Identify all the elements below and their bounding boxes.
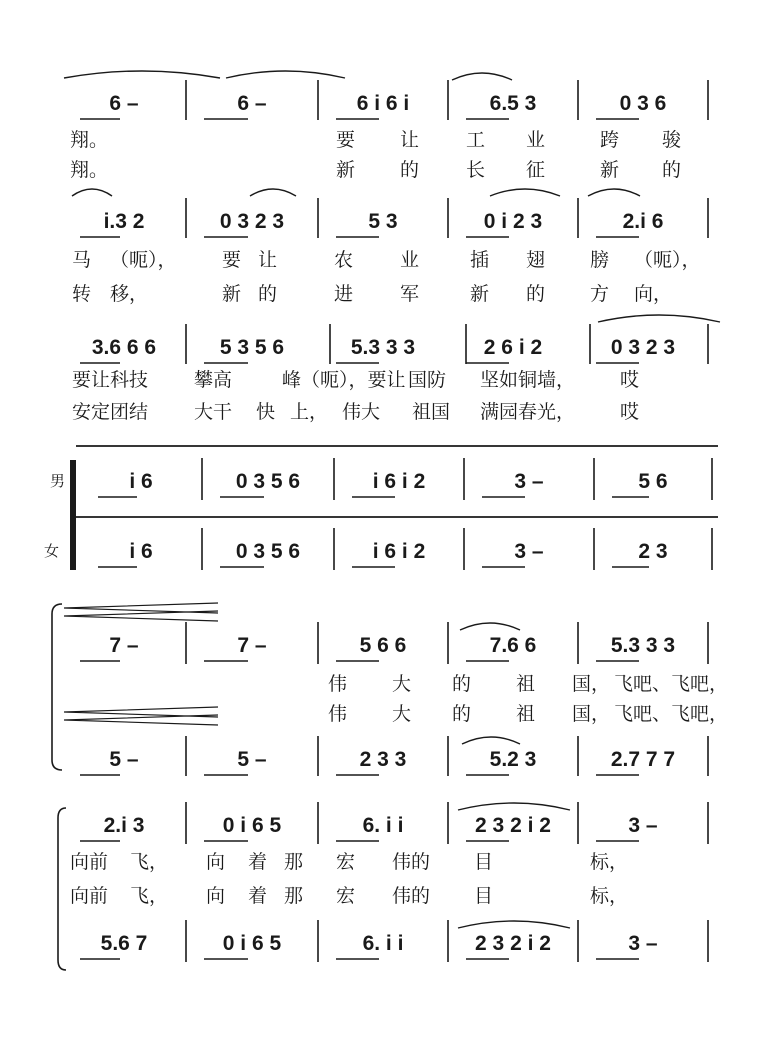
sys1-lyric-1-word-5: 业 <box>526 129 546 151</box>
sys1-lyric-1-word-7: 骏 <box>662 129 682 151</box>
sys6-upper-measure-1: 2.i 3 <box>103 814 145 837</box>
sys1-measure-5: 0 3 6 <box>619 92 667 115</box>
male-part-label: 男 <box>50 472 66 490</box>
sys6-upper-measure-5: 3 – <box>628 814 658 837</box>
sys2-lyric-1-word-9: 膀 <box>590 249 610 271</box>
slur-arc <box>452 73 512 80</box>
female-measure-3: i 6 i 2 <box>372 540 426 563</box>
sys2-lyric-1-word-2: （呃）， <box>110 249 177 271</box>
sys6-lyric-2-word-6: 宏 <box>336 885 356 907</box>
sys5-lyric-2-word-2: 大 <box>392 703 412 725</box>
sys5-lower-measure-4: 5.2 3 <box>489 748 537 771</box>
sys5-lyric-1-word-2: 大 <box>392 673 412 695</box>
sys3-lyric-1-word-5: 坚如铜墙， <box>480 369 576 391</box>
sys6-lyric-2-word-8: 目 <box>474 885 494 907</box>
sys1-lyric-2-word-1: 翔。 <box>70 159 109 181</box>
sys3-lyric-2-word-7: 满园春光， <box>480 401 576 423</box>
sys5-upper-measure-4: 7.6 6 <box>489 634 537 657</box>
slur-arc <box>490 189 560 196</box>
sys1-lyric-1-word-2: 要 <box>336 129 356 151</box>
sys5-lower-measure-1: 5 – <box>109 748 139 771</box>
sys6-lyric-1-word-6: 宏 <box>336 851 356 873</box>
sys1-lyric-2-word-6: 新 <box>600 159 620 181</box>
sys1-measure-3: 6 i 6 i <box>356 92 410 115</box>
slur-arc <box>588 189 640 196</box>
male-measure-3: i 6 i 2 <box>372 470 426 493</box>
sys6-lyric-1-word-3: 向 <box>206 851 226 873</box>
sys3-measure-4: 2 6 i 2 <box>483 336 543 359</box>
sys2-lyric-2-word-6: 军 <box>400 283 420 305</box>
sys5-upper-measure-5: 5.3 3 3 <box>610 634 676 657</box>
sys5-lyric-2-word-5: 国， <box>572 703 611 725</box>
sys2-lyric-2-word-1: 转 <box>72 283 92 305</box>
sys6-lyric-2-word-2: 飞， <box>130 885 169 907</box>
sys6-lyric-1-word-7: 伟的 <box>392 851 431 873</box>
female-measure-1: i 6 <box>129 540 153 563</box>
tie-arc <box>458 803 570 810</box>
sys5-upper-measure-1: 7 – <box>109 634 139 657</box>
sys6-lyric-1-word-5: 那 <box>284 851 304 873</box>
sys3-lyric-2-word-2: 大干 <box>194 401 233 423</box>
sys1-measure-4: 6.5 3 <box>489 92 537 115</box>
sys3-measure-2: 5 3 5 6 <box>219 336 285 359</box>
sys6-lyric-1-word-4: 着 <box>248 851 268 873</box>
sys5-lower-measure-5: 2.7 7 7 <box>610 748 676 771</box>
male-measure-4: 3 – <box>514 470 544 493</box>
slur-arc <box>460 623 520 630</box>
sys5-lyric-1-word-3: 的 <box>452 673 472 695</box>
tie-arc <box>64 71 220 78</box>
sys6-lower-measure-5: 3 – <box>628 932 658 955</box>
sys3-lyric-2-word-1: 安定团结 <box>72 401 149 423</box>
sys6-upper-measure-3: 6. i i <box>362 814 404 837</box>
slur-arc <box>72 189 112 196</box>
sys6-lyric-2-word-3: 向 <box>206 885 226 907</box>
sys6-lyric-2-word-9: 标， <box>590 885 629 907</box>
sys5-lower-measure-2: 5 – <box>237 748 267 771</box>
sys2-measure-2: 0 3 2 3 <box>219 210 285 233</box>
sys2-lyric-2-word-7: 新 <box>470 283 490 305</box>
female-measure-5: 2 3 <box>638 540 668 563</box>
sys6-lyric-2-word-4: 着 <box>248 885 268 907</box>
sys3-measure-3: 5.3 3 3 <box>350 336 416 359</box>
sys2-lyric-1-word-10: （呃）， <box>634 249 701 271</box>
tie-arc <box>458 921 570 928</box>
sys3-lyric-2-word-5: 伟大 <box>342 401 381 423</box>
sys2-lyric-1-word-5: 农 <box>334 249 354 271</box>
female-measure-2: 0 3 5 6 <box>235 540 301 563</box>
sys2-lyric-2-word-9: 方 <box>590 283 610 305</box>
sys6-lyric-1-word-8: 目 <box>474 851 494 873</box>
sys5-lyric-1-word-6: 飞吧、飞吧， <box>614 673 729 695</box>
sys6-lower-measure-1: 5.6 7 <box>100 932 148 955</box>
system-brace <box>52 604 62 770</box>
sys3-measure-1: 3.6 6 6 <box>91 336 157 359</box>
sys1-lyric-2-word-7: 的 <box>662 159 682 181</box>
sys3-lyric-1-word-1: 要让科技 <box>72 369 149 391</box>
sys2-lyric-2-word-5: 进 <box>334 283 354 305</box>
sys1-lyric-2-word-5: 征 <box>526 159 546 181</box>
sys6-upper-measure-4: 2 3 2 i 2 <box>475 814 551 837</box>
sys3-measure-5: 0 3 2 3 <box>610 336 676 359</box>
sys3-lyric-2-word-8: 哎 <box>620 401 640 423</box>
tie-arc <box>226 71 345 78</box>
sys1-lyric-2-word-3: 的 <box>400 159 420 181</box>
sys3-lyric-2-word-4: 上， <box>290 401 329 423</box>
sys3-lyric-1-word-3: 峰（呃），要让 <box>282 369 406 391</box>
sys2-lyric-1-word-3: 要 <box>222 249 242 271</box>
male-measure-2: 0 3 5 6 <box>235 470 301 493</box>
sys2-lyric-1-word-8: 翅 <box>526 249 546 271</box>
sys1-lyric-1-word-1: 翔。 <box>70 129 109 151</box>
sys1-lyric-1-word-4: 工 <box>466 129 486 151</box>
sys6-upper-measure-2: 0 i 6 5 <box>222 814 282 837</box>
sys5-upper-measure-2: 7 – <box>237 634 267 657</box>
sys2-lyric-2-word-4: 的 <box>258 283 278 305</box>
sys2-measure-4: 0 i 2 3 <box>483 210 543 233</box>
sys2-lyric-2-word-3: 新 <box>222 283 242 305</box>
sys6-lower-measure-3: 6. i i <box>362 932 404 955</box>
sys2-lyric-1-word-7: 插 <box>470 249 490 271</box>
female-part-label: 女 <box>44 542 60 560</box>
male-measure-5: 5 6 <box>638 470 668 493</box>
sys5-lyric-1-word-4: 祖 <box>516 673 536 695</box>
system-brace <box>58 808 66 970</box>
sys6-lyric-2-word-5: 那 <box>284 885 304 907</box>
slur-arc <box>462 737 520 744</box>
sys1-measure-1: 6 – <box>109 92 139 115</box>
sys5-lyric-2-word-6: 飞吧、飞吧， <box>614 703 729 725</box>
sys5-lyric-2-word-1: 伟 <box>328 703 348 725</box>
system-bracket <box>70 460 76 570</box>
sys2-measure-1: i.3 2 <box>103 210 145 233</box>
sys1-lyric-1-word-3: 让 <box>400 129 420 151</box>
sys2-lyric-1-word-1: 马 <box>72 249 92 271</box>
sys3-lyric-1-word-6: 哎 <box>620 369 640 391</box>
sys2-measure-3: 5 3 <box>368 210 398 233</box>
female-measure-4: 3 – <box>514 540 544 563</box>
sys6-lyric-2-word-7: 伟的 <box>392 885 431 907</box>
sys1-lyric-1-word-6: 跨 <box>600 129 620 151</box>
sys2-lyric-1-word-4: 让 <box>258 249 278 271</box>
sys6-lyric-1-word-9: 标， <box>590 851 629 873</box>
sys6-lyric-1-word-2: 飞， <box>130 851 169 873</box>
sys2-lyric-2-word-10: 向， <box>634 283 673 305</box>
sys3-lyric-2-word-3: 快 <box>256 401 276 423</box>
sys6-lyric-2-word-1: 向前 <box>70 885 109 907</box>
sys3-lyric-2-word-6: 祖国 <box>412 401 451 423</box>
sys2-lyric-2-word-2: 移， <box>110 283 149 305</box>
sys1-measure-2: 6 – <box>237 92 267 115</box>
sys5-lyric-2-word-3: 的 <box>452 703 472 725</box>
male-measure-1: i 6 <box>129 470 153 493</box>
sys1-lyric-2-word-2: 新 <box>336 159 356 181</box>
tie-arc <box>598 315 720 322</box>
sys6-lower-measure-4: 2 3 2 i 2 <box>475 932 551 955</box>
sys1-lyric-2-word-4: 长 <box>466 159 486 181</box>
sys5-lyric-1-word-5: 国， <box>572 673 611 695</box>
sys6-lyric-1-word-1: 向前 <box>70 851 109 873</box>
sys5-lower-measure-3: 2 3 3 <box>359 748 407 771</box>
sys2-lyric-2-word-8: 的 <box>526 283 546 305</box>
sys3-lyric-1-word-4: 国防 <box>408 369 447 391</box>
sys2-lyric-1-word-6: 业 <box>400 249 420 271</box>
sys5-lyric-2-word-4: 祖 <box>516 703 536 725</box>
sys2-measure-5: 2.i 6 <box>622 210 664 233</box>
sys5-lyric-1-word-1: 伟 <box>328 673 348 695</box>
sys5-upper-measure-3: 5 6 6 <box>359 634 407 657</box>
slur-arc <box>250 189 296 196</box>
sys3-lyric-1-word-2: 攀高 <box>194 369 233 391</box>
sys6-lower-measure-2: 0 i 6 5 <box>222 932 282 955</box>
